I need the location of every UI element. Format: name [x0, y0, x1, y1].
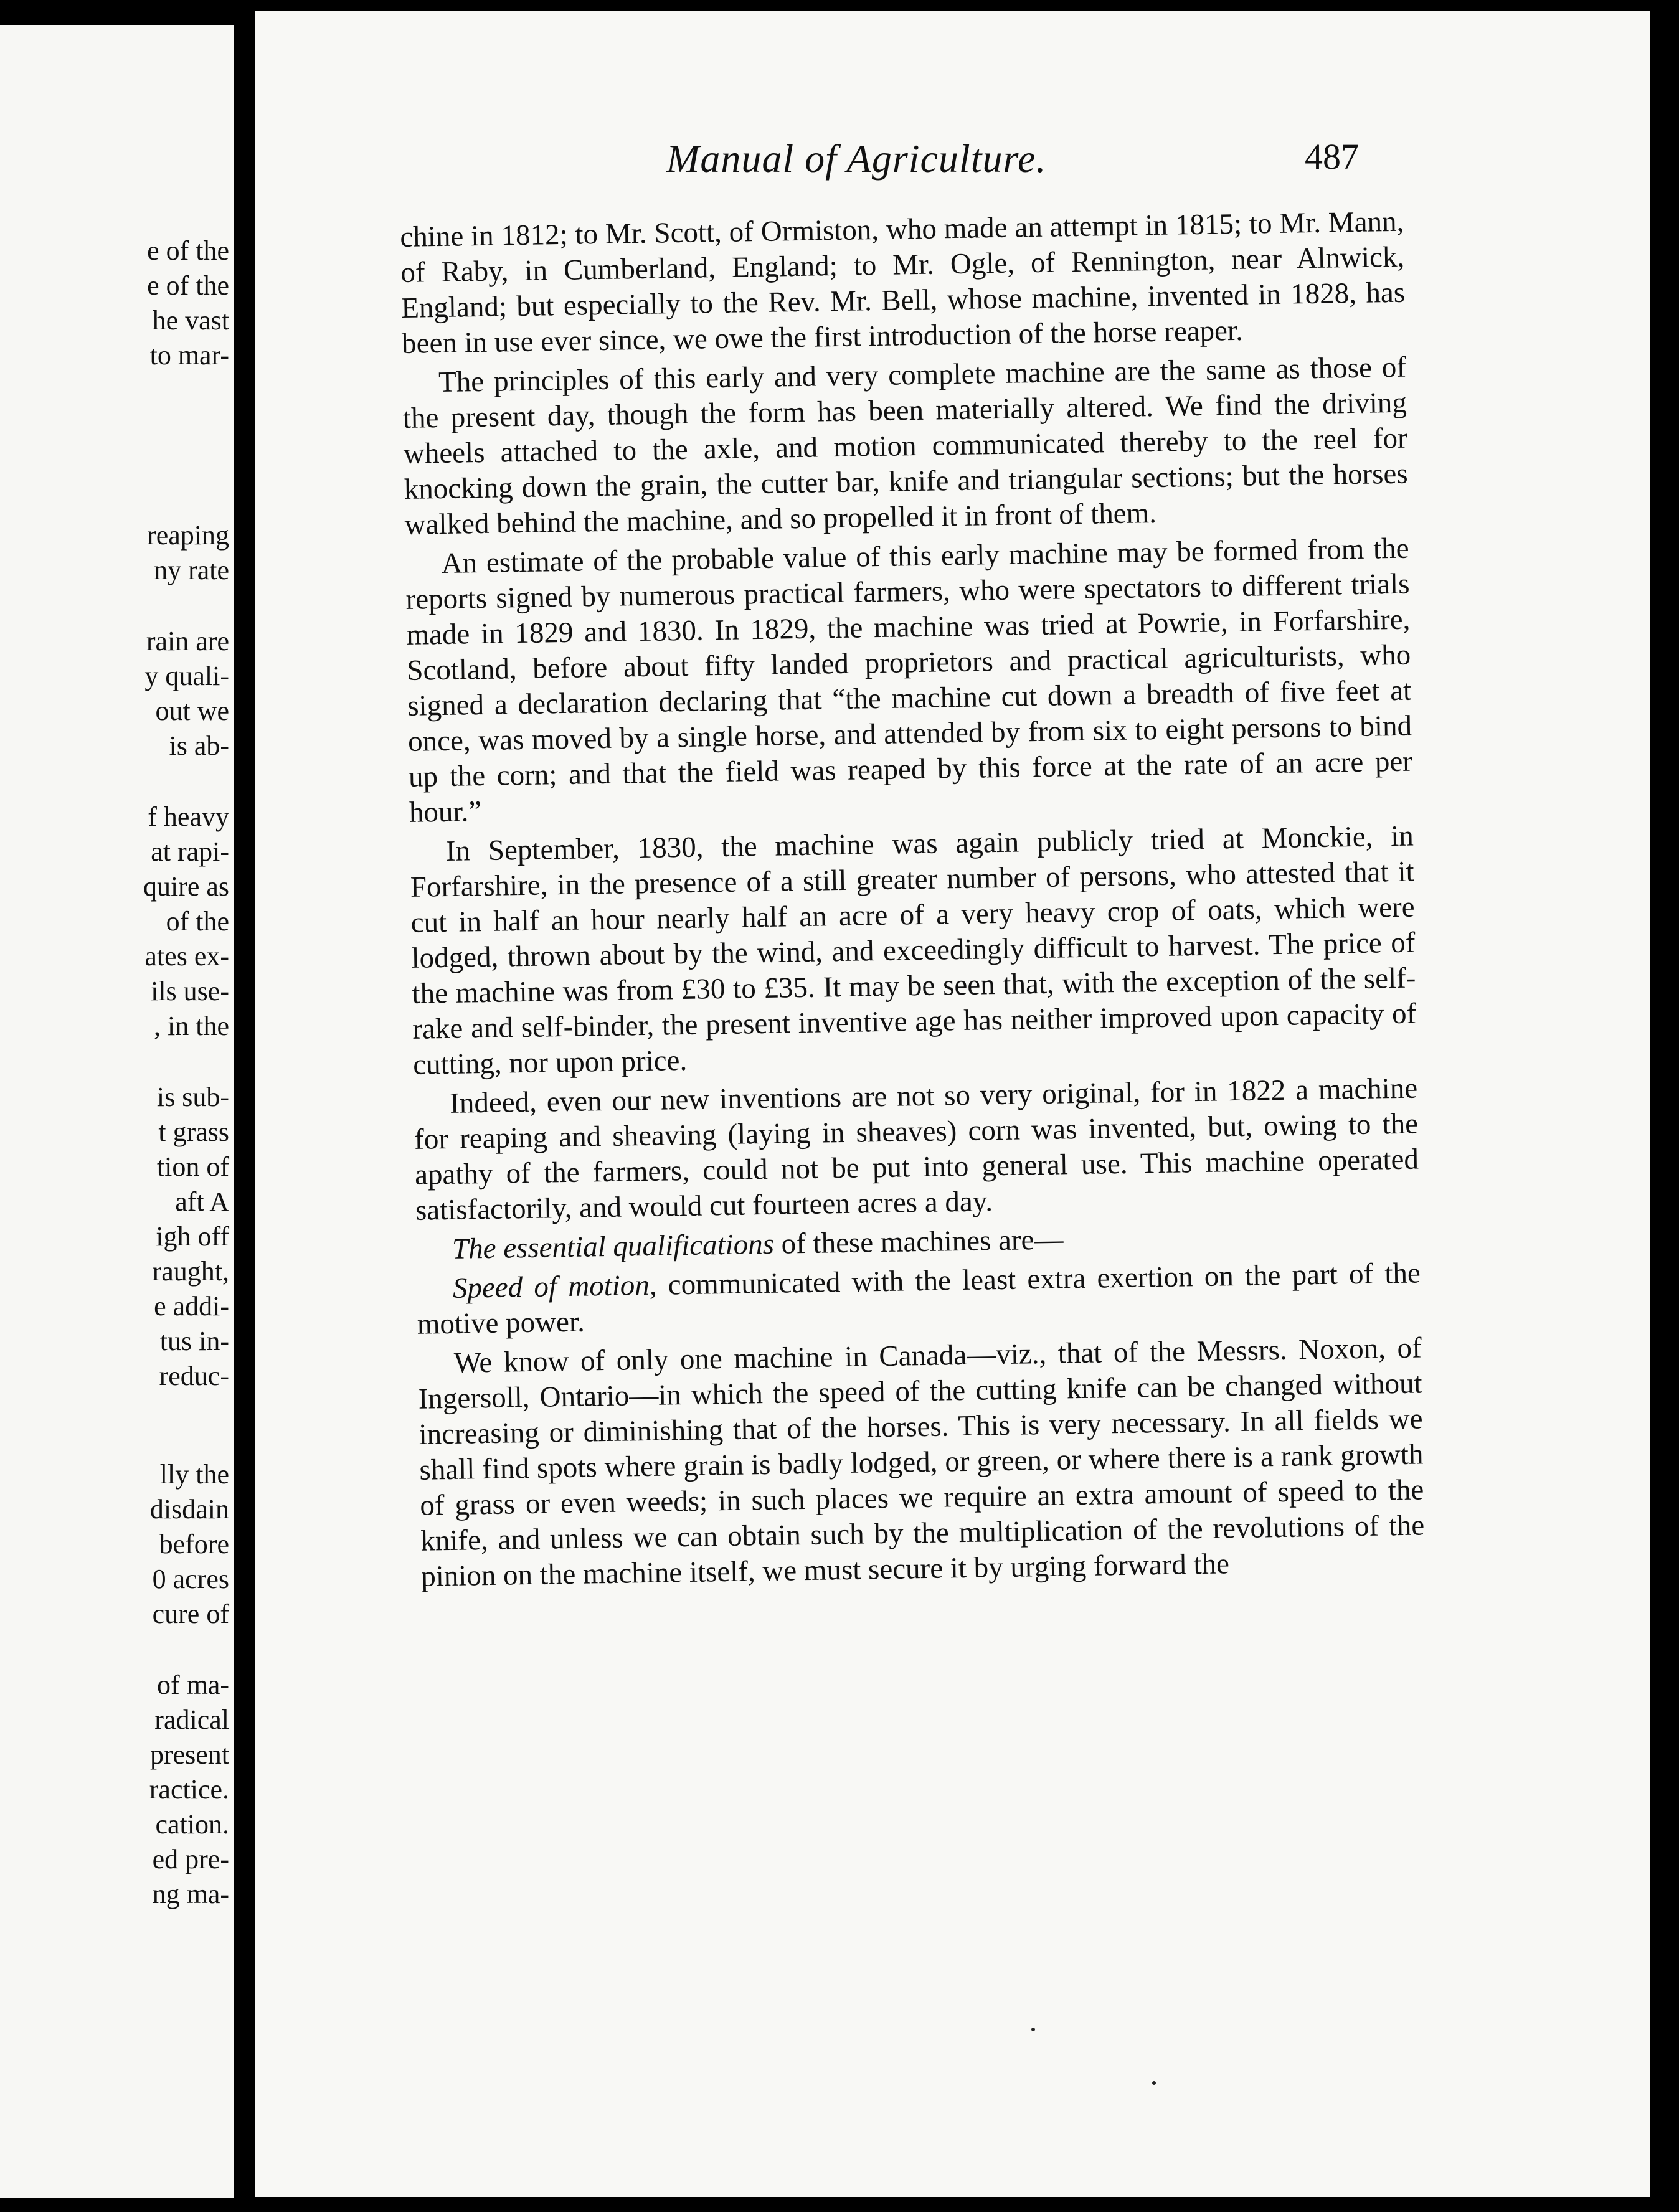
fragment-line: f heavy [148, 801, 229, 832]
fragment-line: ng ma- [152, 1879, 229, 1909]
fragment-line: of ma- [156, 1670, 229, 1700]
paragraph: chine in 1812; to Mr. Scott, of Ormiston, who made an attempt in 1815; to Mr. Mann, of Raby, in Cumberland, England; to Mr. Ogle, of Rennington, near Alnwick, England; but especially to the Rev. Mr. Bell, whose machine, invented in 1828, has been in use ever since, we owe the first introduction of the horse reaper. [400, 205, 1406, 360]
facing-page-fragment [0, 25, 234, 2198]
fragment-line: quire as [143, 871, 229, 902]
fragment-line: lly the [159, 1459, 229, 1490]
fragment-line: ils use- [151, 976, 229, 1006]
body-text [400, 204, 1426, 1599]
paragraph: In September, 1830, the machine was again publicly tried at Monckie, in Forfarshire, in the presence of a still greater number of persons, who attested that it cut in half an hour nearly half an acre of a very heavy crop of oats, which were lodged, thrown about by the wind, and exceedingly difficult to harvest. The price of the machine was from £30 to £35. It may be seen that, with the exception of the self-rake and self-binder, the present inventive age has neither improved upon capacity of cutting, nor upon price. [410, 820, 1417, 1081]
fragment-line: igh off [156, 1221, 229, 1252]
fragment-line: reduc- [159, 1361, 229, 1391]
book-gutter [234, 0, 255, 2212]
paragraph: We know of only one machine in Canada—viz., that of the Messrs. Noxon, of Ingersoll, Ontario—in which the speed of the cutting knife can be changed without increasing or diminishing that of the horses. This is very necessary. In all fields we shall find spots where grain is badly lodged, or green, or where there is a rank growth of grass or even weeds; in such places we require an extra amount of speed to the knife, and unless we can obtain such by the multiplication of the revolutions of the pinion on the machine itself, we must secure it by urging forward the [418, 1331, 1425, 1593]
fragment-line: aft A [175, 1186, 229, 1217]
fragment-line: e of the [147, 235, 229, 266]
fragment-line: cure of [152, 1599, 229, 1629]
paragraph: The principles of this early and very complete machine are the same as those of the present day, though the form has been materially altered. We find the driving wheels attached to the axle, and motion communicated thereby to the reel for knocking down the grain, the cutter bar, knife and triangular sections; but the horses walked behind the machine, and so propelled it in front of them. [402, 351, 1409, 541]
speck-mark [1031, 2028, 1035, 2031]
running-head: Manual of Agriculture. [666, 136, 1047, 181]
fragment-line: present [149, 1739, 229, 1770]
italic-phrase: Speed of motion, [452, 1269, 657, 1305]
fragment-line: raught, [152, 1256, 229, 1287]
fragment-line: tus in- [159, 1326, 229, 1356]
italic-phrase: The essential qualifications [452, 1227, 775, 1265]
fragment-line: y quali- [144, 661, 229, 691]
right-page-edge [1650, 0, 1679, 2212]
fragment-line: tion of [156, 1151, 229, 1182]
fragment-line: radical [154, 1704, 229, 1735]
speck-mark [1152, 2081, 1156, 2085]
book-page [255, 11, 1650, 2197]
fragment-line: he vast [152, 305, 229, 336]
paragraph: An estimate of the probable value of this early machine may be formed from the reports signed by numerous practical farmers, who were spectators to different trials made in 1829 and 1830. In 1829, the machine was tried at Powrie, in Forfarshire, Scotland, before about fifty landed proprietors and practical agriculturists, who signed a declaration declaring that “the machine cut down a breadth of five feet at once, was moved by a single horse, and attended by from six to eight persons to bind up the corn; and that the field was reaped by this force at the rate of an acre per hour.” [405, 532, 1413, 829]
paragraph [417, 1255, 1422, 1342]
fragment-line: of the [166, 906, 229, 937]
fragment-line: ractice. [149, 1774, 229, 1805]
fragment-line: e of the [147, 270, 229, 301]
fragment-line: disdain [149, 1494, 229, 1524]
fragment-line: is sub- [156, 1082, 229, 1112]
fragment-line: ny rate [154, 555, 229, 585]
fragment-line: 0 acres [152, 1564, 229, 1594]
fragment-line: to mar- [149, 340, 229, 371]
fragment-line: ates ex- [144, 941, 229, 971]
fragment-line: t grass [158, 1117, 229, 1147]
fragment-line: at rapi- [151, 836, 229, 867]
fragment-line: cation. [155, 1809, 229, 1840]
fragment-line: is ab- [169, 730, 229, 761]
fragment-line: reaping [147, 520, 229, 551]
fragment-line: before [159, 1529, 229, 1559]
fragment-line: out we [155, 696, 229, 726]
paragraph-text: of these machines are— [773, 1223, 1064, 1260]
page-number: 487 [1305, 136, 1359, 177]
fragment-line: e addi- [154, 1291, 229, 1321]
fragment-line: rain are [146, 626, 229, 656]
paragraph-text: communicated with the least extra exertion on the part of the motive power. [417, 1257, 1421, 1341]
fragment-line: ed pre- [152, 1844, 229, 1874]
paragraph: Indeed, even our new inventions are not so very original, for in 1822 a machine for reaping and sheaving (laying in sheaves) corn was invented, but, owing to the apathy of the farmers, could not be put into general use. This machine operated satisfactorily, and would cut fourteen acres a day. [414, 1072, 1419, 1227]
fragment-line: , in the [154, 1011, 229, 1041]
